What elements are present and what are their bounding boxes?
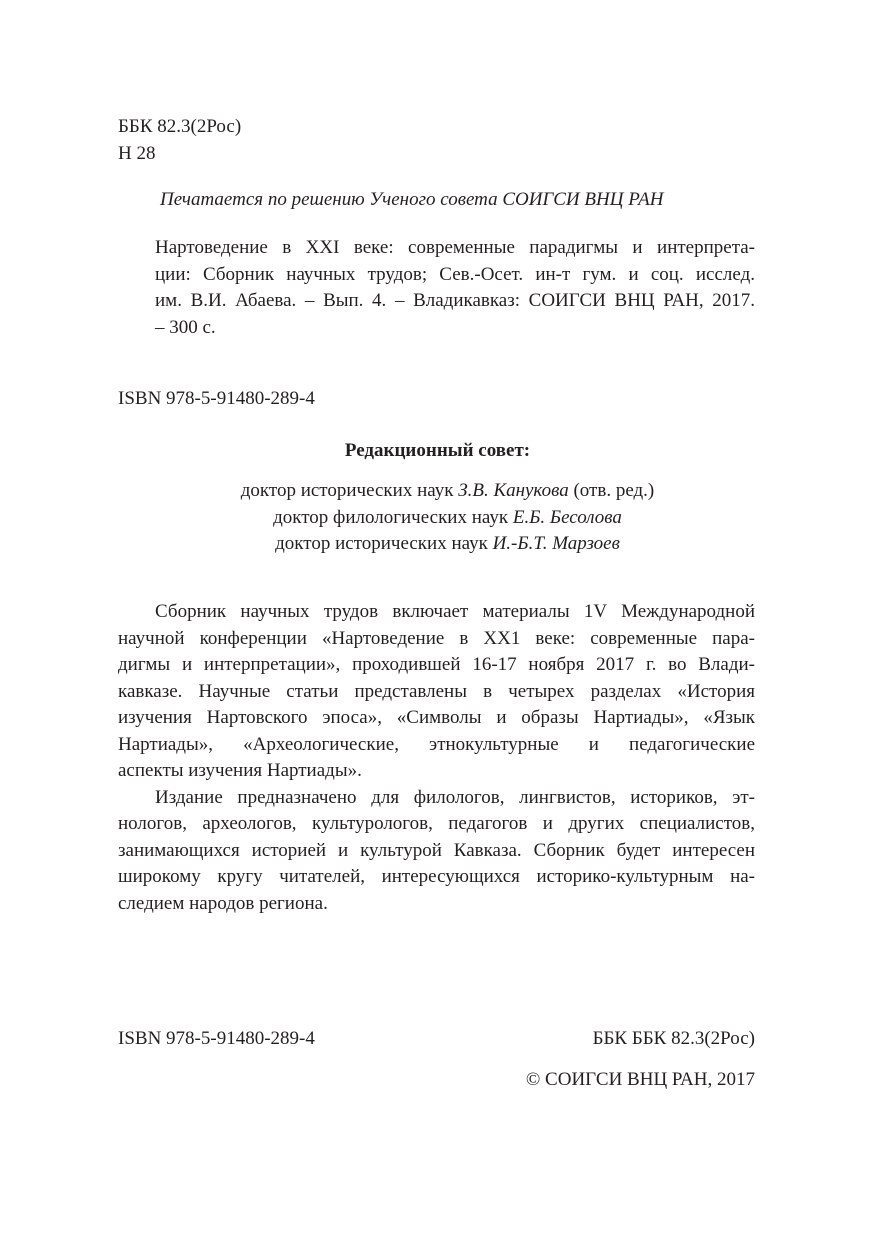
citation-line: – 300 с. bbox=[155, 316, 216, 338]
board-member-degree: доктор исторических наук bbox=[275, 533, 488, 554]
annotation-line: изучения Нартовского эпоса», «Символы и образы Нартиады», «Язык bbox=[118, 707, 755, 728]
isbn-top: ISBN 978-5-91480-289-4 bbox=[118, 388, 315, 409]
author-mark: Н 28 bbox=[118, 142, 156, 164]
citation-line: Нартоведение в XXI веке: современные парадигмы и интерпрета- bbox=[155, 237, 755, 258]
board-member-name: Е.Б. Бесолова bbox=[512, 506, 622, 528]
publication-decision: Печатается по решению Ученого совета СОИГСИ ВНЦ РАН bbox=[160, 189, 664, 210]
footer-isbn: ISBN 978-5-91480-289-4 bbox=[118, 1028, 315, 1049]
citation-line: ции: Сборник научных трудов; Сев.-Осет. ин-т гум. и соц. исслед. bbox=[155, 263, 755, 285]
annotation-line: научной конференции «Нартоведение в ХХ1 веке: современные пара- bbox=[118, 627, 755, 649]
footer-bbk: ББК ББК 82.3(2Рос) bbox=[592, 1028, 755, 1049]
annotation-line: нологов, археологов, культурологов, педагогов и других специалистов, bbox=[118, 813, 755, 834]
board-member-role: (отв. ред.) bbox=[573, 480, 655, 501]
board-member bbox=[110, 505, 785, 532]
classification-codes bbox=[118, 114, 241, 167]
copyright: © СОИГСИ ВНЦ РАН, 2017 bbox=[525, 1069, 755, 1090]
bibliographic-citation bbox=[155, 235, 755, 341]
board-member-degree: доктор филологических наук bbox=[273, 506, 509, 528]
citation-line: им. В.И. Абаева. – Вып. 4. – Владикавказ: СОИГСИ ВНЦ РАН, 2017. bbox=[155, 290, 755, 311]
annotation-line: широкому кругу читателей, интересующихся историко-культурным на- bbox=[118, 866, 755, 887]
board-member bbox=[110, 478, 785, 505]
annotation bbox=[118, 599, 755, 917]
board-member-name: И.-Б.Т. Марзоев bbox=[492, 533, 620, 554]
bbk-code: ББК 82.3(2Рос) bbox=[118, 116, 242, 137]
editorial-board-list bbox=[110, 478, 785, 558]
annotation-line: занимающихся историей и культурой Кавказа. Сборник будет интересен bbox=[118, 839, 755, 861]
board-member bbox=[110, 531, 785, 558]
annotation-line: кавказе. Научные статьи представлены в четырех разделах «История bbox=[118, 680, 755, 702]
board-member-name: З.В. Канукова bbox=[458, 480, 569, 501]
board-member-degree: доктор исторических наук bbox=[240, 480, 454, 501]
editorial-board-title: Редакционный совет: bbox=[344, 440, 531, 461]
annotation-line: дигмы и интерпретации», проходившей 16-17 ноября 2017 г. во Влади- bbox=[118, 654, 755, 675]
annotation-line: следием народов региона. bbox=[118, 892, 328, 914]
annotation-line: Сборник научных трудов включает материалы 1V Международной bbox=[155, 601, 755, 622]
annotation-line: аспекты изучения Нартиады». bbox=[118, 760, 362, 781]
annotation-line: Нартиады», «Археологические, этнокультурные и педагогические bbox=[118, 733, 755, 755]
annotation-line: Издание предназначено для филологов, лингвистов, историков, эт- bbox=[155, 786, 755, 808]
